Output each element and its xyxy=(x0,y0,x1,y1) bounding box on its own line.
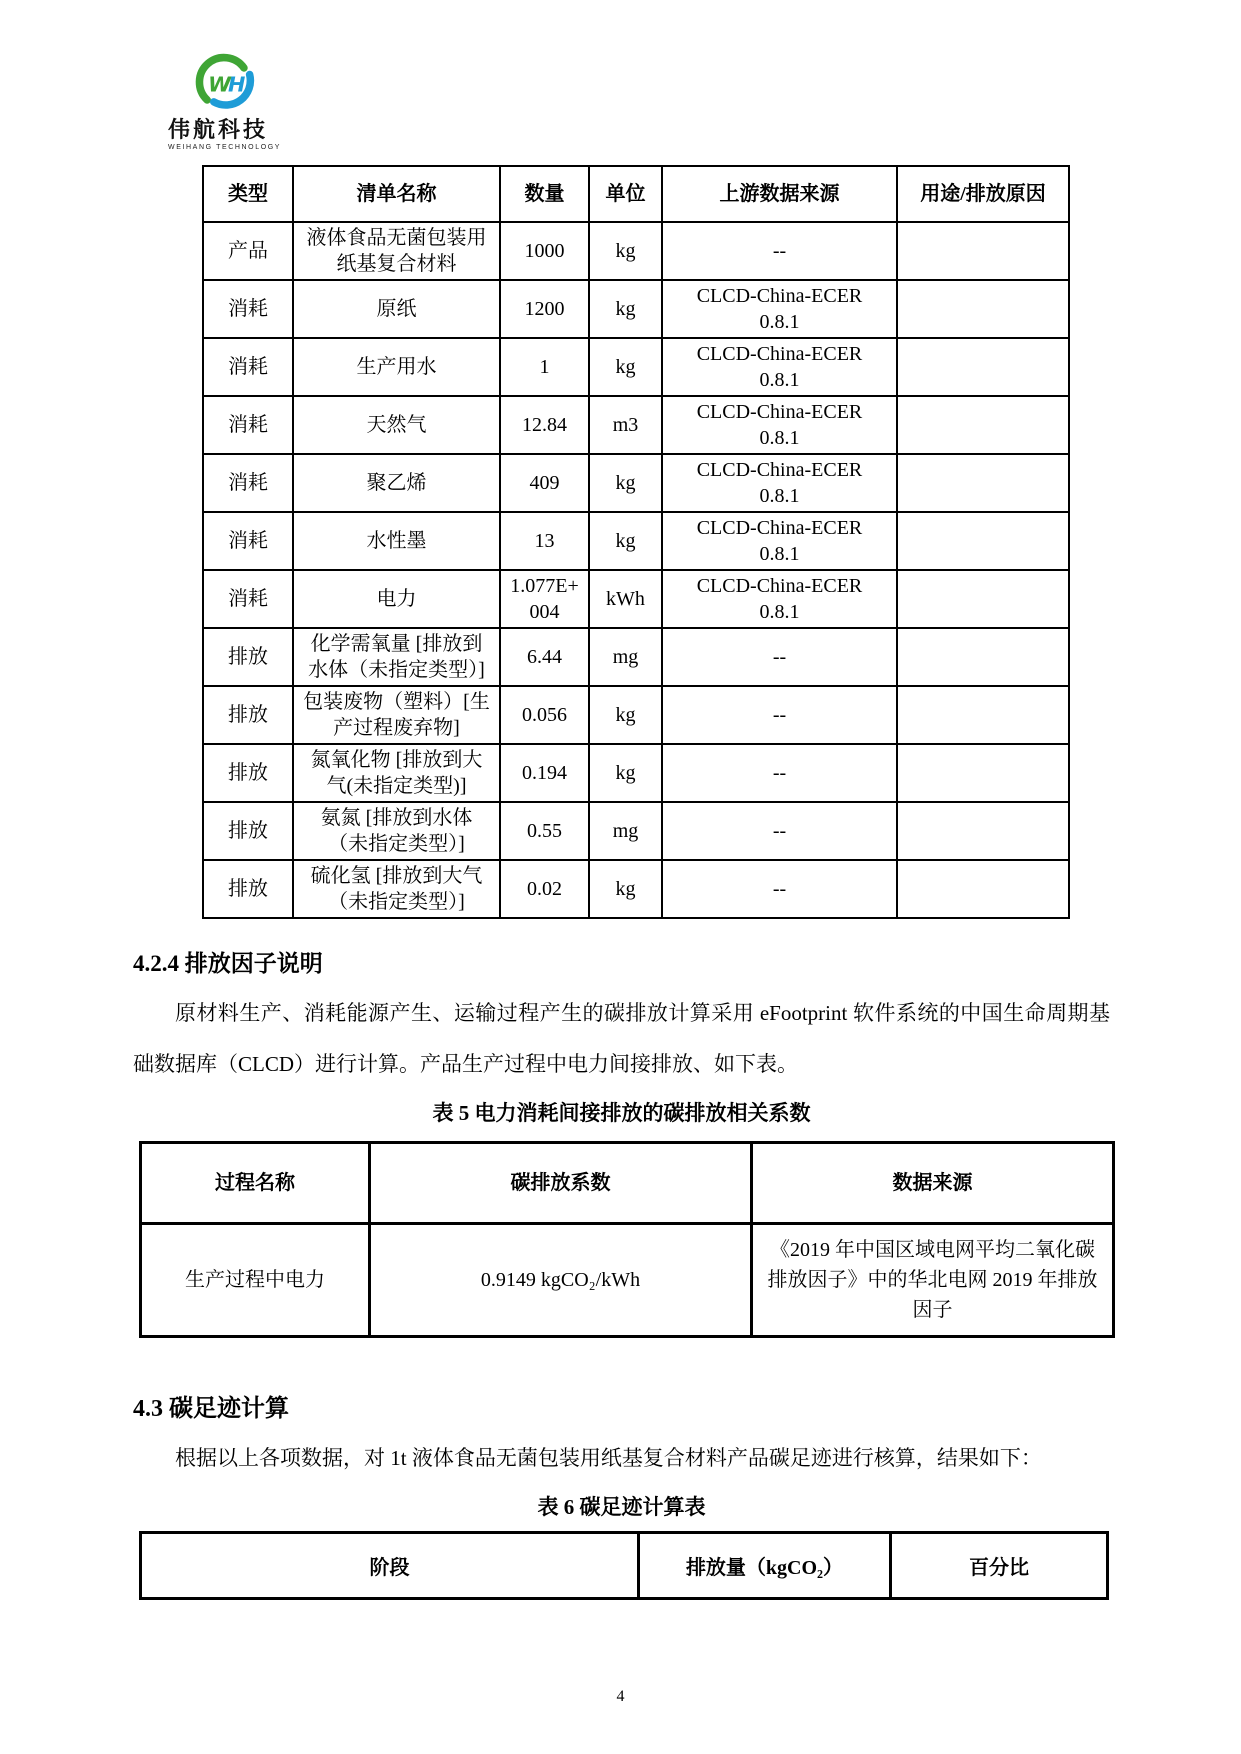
table-row xyxy=(203,744,1069,802)
cell-purpose xyxy=(897,512,1069,570)
cell-source: -- xyxy=(662,686,897,744)
cell-qty: 1 xyxy=(500,338,589,396)
cell-source: CLCD-China-ECER 0.8.1 xyxy=(662,570,897,628)
cell-type: 排放 xyxy=(203,744,293,802)
cell-purpose xyxy=(897,686,1069,744)
section-heading-4-3: 4.3 碳足迹计算 xyxy=(133,1395,289,1422)
cell-unit: m3 xyxy=(589,396,662,454)
table-row xyxy=(141,1223,1114,1336)
cell-type: 排放 xyxy=(203,686,293,744)
cell-source: CLCD-China-ECER 0.8.1 xyxy=(662,512,897,570)
cell-name: 电力 xyxy=(293,570,500,628)
cell-source: CLCD-China-ECER 0.8.1 xyxy=(662,454,897,512)
content-area xyxy=(133,945,1110,1600)
inventory-table xyxy=(202,165,1070,919)
cell-qty: 13 xyxy=(500,512,589,570)
cell-name: 天然气 xyxy=(293,396,500,454)
cell-type: 消耗 xyxy=(203,280,293,338)
cell-qty: 0.55 xyxy=(500,802,589,860)
paragraph-emission-factor: 原材料生产、消耗能源产生、运输过程产生的碳排放计算采用 eFootprint 软件系统的中国生命周期基础数据库（CLCD）进行计算。产品生产过程中电力间接排放、如下表。 xyxy=(133,1001,1110,1076)
cell-purpose xyxy=(897,396,1069,454)
cell-qty: 0.02 xyxy=(500,860,589,918)
cell-source: CLCD-China-ECER 0.8.1 xyxy=(662,396,897,454)
cell-unit: kg xyxy=(589,512,662,570)
cell-qty: 1000 xyxy=(500,222,589,280)
cell-type: 消耗 xyxy=(203,338,293,396)
logo-letter-h: H xyxy=(227,72,246,97)
table-row xyxy=(203,802,1069,860)
cell-unit: kg xyxy=(589,744,662,802)
cell-purpose xyxy=(897,454,1069,512)
header-qty: 数量 xyxy=(500,166,589,222)
cell-purpose xyxy=(897,744,1069,802)
table-row xyxy=(203,280,1069,338)
inventory-header-row xyxy=(203,166,1069,222)
cell-qty: 0.056 xyxy=(500,686,589,744)
cell-unit: kg xyxy=(589,338,662,396)
cell-source: CLCD-China-ECER 0.8.1 xyxy=(662,338,897,396)
cell-source: -- xyxy=(662,744,897,802)
cell-source: -- xyxy=(662,222,897,280)
table-row xyxy=(203,860,1069,918)
cell-source: CLCD-China-ECER 0.8.1 xyxy=(662,280,897,338)
cell-factor: 0.9149 kgCO₂/kWh xyxy=(370,1223,752,1336)
header-source: 上游数据来源 xyxy=(662,166,897,222)
cell-datasource: 《2019 年中国区域电网平均二氧化碳排放因子》中的华北电网 2019 年排放因子 xyxy=(752,1223,1114,1336)
cell-qty: 1200 xyxy=(500,280,589,338)
cell-purpose xyxy=(897,860,1069,918)
cell-purpose xyxy=(897,338,1069,396)
cell-unit: kWh xyxy=(589,570,662,628)
cell-type: 产品 xyxy=(203,222,293,280)
cell-name: 原纸 xyxy=(293,280,500,338)
brand-name-cn: 伟航科技 xyxy=(168,117,269,142)
cell-unit: kg xyxy=(589,686,662,744)
cell-name: 生产用水 xyxy=(293,338,500,396)
cell-qty: 0.194 xyxy=(500,744,589,802)
cell-purpose xyxy=(897,628,1069,686)
cell-type: 消耗 xyxy=(203,570,293,628)
cell-source: -- xyxy=(662,628,897,686)
table5-header-row xyxy=(141,1142,1114,1223)
table-row xyxy=(203,338,1069,396)
brand-name-en: WEIHANG TECHNOLOGY xyxy=(168,144,282,152)
cell-type: 消耗 xyxy=(203,512,293,570)
cell-unit: kg xyxy=(589,454,662,512)
table-row xyxy=(203,686,1069,744)
cell-type: 消耗 xyxy=(203,396,293,454)
table-row xyxy=(203,454,1069,512)
cell-unit: kg xyxy=(589,860,662,918)
cell-purpose xyxy=(897,280,1069,338)
cell-name: 包装废物（塑料）[生产过程废弃物] xyxy=(293,686,500,744)
cell-source: -- xyxy=(662,802,897,860)
cell-name: 聚乙烯 xyxy=(293,454,500,512)
table-row xyxy=(203,628,1069,686)
cell-qty: 12.84 xyxy=(500,396,589,454)
cell-type: 排放 xyxy=(203,628,293,686)
cell-unit: mg xyxy=(589,628,662,686)
table6 xyxy=(139,1531,1109,1600)
page-number: 4 xyxy=(616,1688,625,1705)
table5 xyxy=(139,1141,1115,1338)
header-unit: 单位 xyxy=(589,166,662,222)
table6-caption: 表 6 碳足迹计算表 xyxy=(537,1495,706,1520)
header-factor: 碳排放系数 xyxy=(370,1142,752,1223)
header-datasource: 数据来源 xyxy=(752,1142,1114,1223)
cell-qty: 1.077E+004 xyxy=(500,570,589,628)
table6-header-row xyxy=(141,1533,1108,1599)
header-percentage: 百分比 xyxy=(891,1533,1108,1599)
cell-unit: mg xyxy=(589,802,662,860)
cell-qty: 6.44 xyxy=(500,628,589,686)
logo-mark-icon xyxy=(194,50,260,116)
cell-type: 排放 xyxy=(203,860,293,918)
cell-source: -- xyxy=(662,860,897,918)
cell-unit: kg xyxy=(589,222,662,280)
table-row xyxy=(203,512,1069,570)
cell-name: 水性墨 xyxy=(293,512,500,570)
header-purpose: 用途/排放原因 xyxy=(897,166,1069,222)
header-emission: 排放量（kgCO₂） xyxy=(639,1533,891,1599)
section-heading-4-2-4: 4.2.4 排放因子说明 xyxy=(133,951,323,977)
cell-qty: 409 xyxy=(500,454,589,512)
header-process: 过程名称 xyxy=(141,1142,370,1223)
cell-name: 硫化氢 [排放到大气（未指定类型）] xyxy=(293,860,500,918)
cell-type: 消耗 xyxy=(203,454,293,512)
cell-unit: kg xyxy=(589,280,662,338)
table-row xyxy=(203,570,1069,628)
company-logo xyxy=(168,50,308,151)
header-type: 类型 xyxy=(203,166,293,222)
paragraph-footprint-calc: 根据以上各项数据，对 1t 液体食品无菌包装用纸基复合材料产品碳足迹进行核算，结果如下： xyxy=(175,1445,1042,1470)
header-name: 清单名称 xyxy=(293,166,500,222)
cell-type: 排放 xyxy=(203,802,293,860)
cell-process: 生产过程中电力 xyxy=(141,1223,370,1336)
cell-name: 氮氧化物 [排放到大气(未指定类型)] xyxy=(293,744,500,802)
cell-name: 氨氮 [排放到水体（未指定类型）] xyxy=(293,802,500,860)
logo-letter-w: W xyxy=(208,72,232,97)
cell-purpose xyxy=(897,222,1069,280)
table-row xyxy=(203,222,1069,280)
table-row xyxy=(203,396,1069,454)
cell-purpose xyxy=(897,570,1069,628)
cell-purpose xyxy=(897,802,1069,860)
cell-name: 化学需氧量 [排放到水体（未指定类型）] xyxy=(293,628,500,686)
header-stage: 阶段 xyxy=(141,1533,639,1599)
cell-name: 液体食品无菌包装用纸基复合材料 xyxy=(293,222,500,280)
table5-caption: 表 5 电力消耗间接排放的碳排放相关系数 xyxy=(432,1100,811,1125)
